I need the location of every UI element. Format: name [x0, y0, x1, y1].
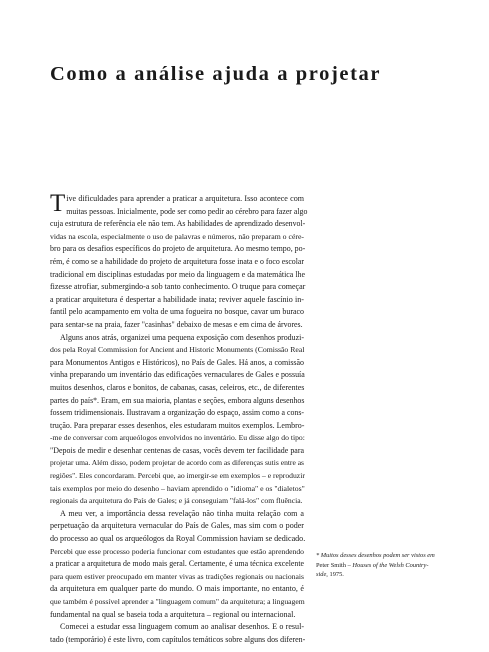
- text-line: para quem estiver preocupado em manter vivas as tradições regionais ou nacionais: [50, 571, 304, 581]
- text-line: para Monumentos Antigos e Históricos), no País de Gales. Há anos, a comissão: [50, 357, 304, 367]
- text-line: muitos desenhos, claros e bonitos, de cabanas, casas, celeiros, etc., de diferentes: [50, 382, 305, 392]
- text-line: que também é possível aprender a "linguagem comum" da arquitetura; a linguagem: [50, 597, 305, 606]
- text-line: Comecei a estudar essa linguagem comum ao analisar desenhos. E o resul-: [60, 622, 304, 632]
- body-text: [50, 190, 308, 646]
- text-line: regionais da arquitetura do País de Gales; e já conseguiam "falá-los" com fluência.: [50, 496, 303, 506]
- text-line: vinha preparando um inventário das edificações vernaculares de Gales e possuía: [50, 370, 305, 380]
- text-line: fizesse atrofiar, submergindo-a sob tanto conhecimento. O truque para começar: [50, 282, 306, 292]
- drop-cap: T: [50, 190, 66, 217]
- text-line: a praticar a arquitetura de modo mais geral. Certamente, é uma técnica excelente: [50, 559, 304, 569]
- text-line: Percebi que esse processo poderia funcionar com estudantes que estão aprendendo: [50, 546, 304, 556]
- text-line: regiões". Eles concordaram. Percebi que, ao imergir-se em exemplos – e reproduzir: [50, 471, 305, 481]
- footnote-line: [316, 561, 442, 571]
- text-line: dos pela Royal Commission for Ancient and Historic Monuments (Comissão Real: [50, 345, 305, 355]
- text-line: "Depois de medir e desenhar centenas de casas, vocês devem ter facilidade para: [50, 445, 304, 455]
- footnote-author: Peter Smith –: [316, 561, 353, 569]
- text-line: da arquitetura em qualquer parte do mundo. O mais importante, no entanto, é: [50, 584, 304, 594]
- text-line: a praticar arquitetura é despertar a habilidade inata; reviver aquele fascínio in-: [50, 294, 304, 304]
- text-line: trução. Para preparar esses desenhos, eles estudaram muitos exemplos. Lembro-: [50, 420, 305, 430]
- text-line: projetar uma. Além disso, podem projetar de acordo com as diferenças sutis entre as: [50, 458, 304, 468]
- footnote-line: * Muitos desses desenhos podem ser vistos em: [316, 552, 435, 559]
- text-line: muitas pessoas. Inicialmente, pode ser como pedir ao cérebro para fazer algo: [66, 206, 308, 216]
- footnote-book-title: Houses of the Welsh Country-: [352, 561, 429, 569]
- footnote-line: [316, 570, 442, 580]
- chapter-title: Como a análise ajuda a projetar: [50, 63, 382, 85]
- text-line-content: ive dificuldades para aprender a praticar a arquitetura. Isso acontece com: [66, 194, 304, 203]
- text-line: fundamental na qual se baseia toda a arquitetura – regional ou internacional.: [50, 609, 296, 619]
- text-line: cuja estrutura de referência ele não tem. As habilidades de aprendizado desenvol-: [50, 219, 306, 229]
- text-line: rém, é como se a habilidade do projeto de arquitetura fosse inata e o foco escolar: [50, 256, 304, 266]
- text-line: tais exemplos por meio do desenho – haviam aprendido o "idioma" e os "dialetos": [50, 483, 305, 493]
- text-line: do processo ao qual os arqueólogos da Royal Commission haviam se dedicado.: [50, 534, 306, 544]
- text-line: para sentar-se na praia, fazer "casinhas" debaixo de mesas e em cima de árvores.: [50, 319, 303, 329]
- text-line: tado (temporário) é este livro, com capítulos temáticos sobre alguns dos diferen-: [50, 634, 306, 644]
- text-line: fossem tridimensionais. Ilustravam a organização do espaço, assim como a cons-: [50, 408, 304, 418]
- text-line: A meu ver, a importância dessa revelação não tinha muita relação com a: [60, 508, 304, 518]
- text-line: vidas na escola, especialmente o uso de palavras e números, não preparam o cére-: [50, 231, 304, 241]
- text-line: perpetuação da arquitetura vernacular do País de Gales, mas sim com o poder: [50, 521, 304, 531]
- text-line: Alguns anos atrás, organizei uma pequena exposição com desenhos produzi-: [60, 332, 304, 342]
- text-line: bro para os desafios específicos do projeto de arquitetura. Ao mesmo tempo, po-: [50, 244, 306, 254]
- text-line: fantil pelo acampamento em volta de uma fogueira no bosque, cavar um buraco: [50, 307, 304, 317]
- text-line: partes do país*. Eram, em sua maioria, plantas e seções, embora alguns desenhos: [50, 395, 305, 405]
- text-line: tradicional em disciplinas estudadas por meio da linguagem e da matemática lhe: [50, 269, 306, 279]
- footnote: [316, 551, 442, 580]
- text-line: -me de conversar com arqueólogos envolvidos no inventário. Eu disse algo do tipo:: [50, 433, 305, 443]
- footnote-book-title-end: side: [316, 571, 327, 579]
- footnote-year: , 1975.: [326, 571, 344, 579]
